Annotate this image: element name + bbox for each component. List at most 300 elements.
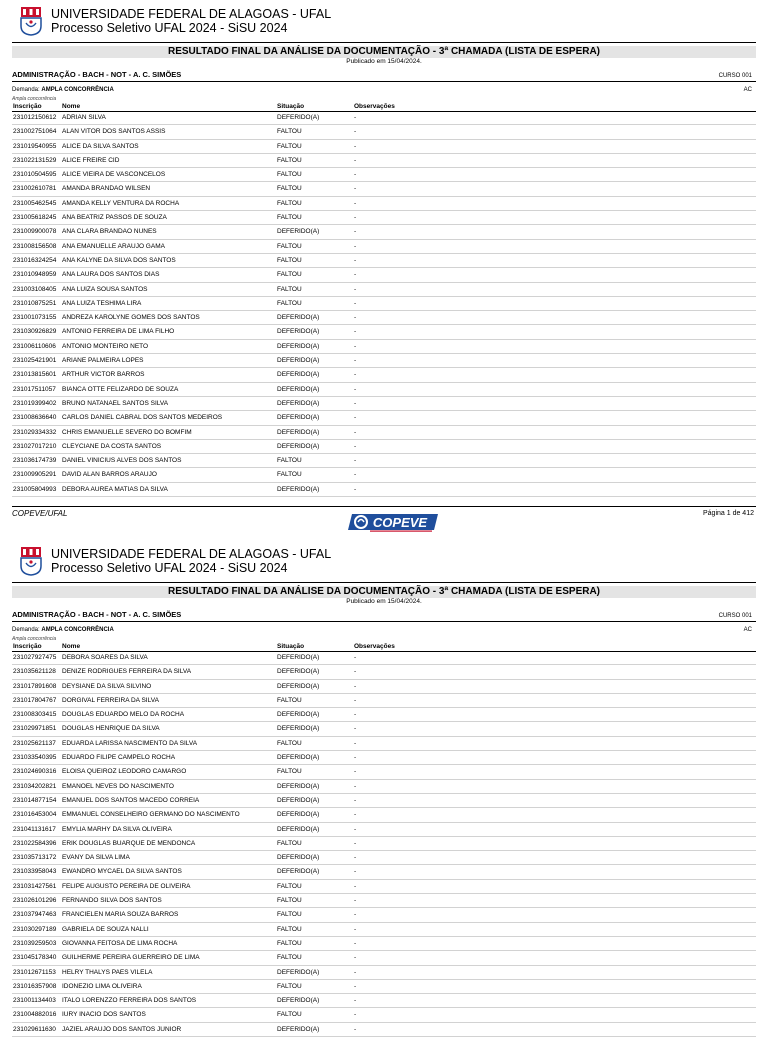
observacoes-cell: - bbox=[354, 199, 357, 207]
situacao-cell: FALTOU bbox=[277, 285, 302, 293]
nome-cell: AMANDA KELLY VENTURA DA ROCHA bbox=[62, 199, 180, 207]
inscricao-cell: 231025621137 bbox=[13, 739, 56, 747]
situacao-cell: DEFERIDO(A) bbox=[277, 442, 320, 450]
observacoes-cell: - bbox=[354, 911, 357, 919]
situacao-cell: DEFERIDO(A) bbox=[277, 228, 320, 236]
observacoes-cell: - bbox=[354, 314, 357, 322]
inscricao-cell: 231029611630 bbox=[13, 1025, 56, 1033]
situacao-cell: FALTOU bbox=[277, 471, 302, 479]
table-row bbox=[12, 951, 756, 965]
inscricao-cell: 231010504595 bbox=[13, 171, 57, 179]
situacao-cell: DEFERIDO(A) bbox=[277, 371, 320, 379]
nome-cell: FELIPE AUGUSTO PEREIRA DE OLIVEIRA bbox=[62, 882, 191, 890]
process-name: Processo Seletivo UFAL 2024 - SiSU 2024 bbox=[51, 21, 288, 35]
situacao-cell: FALTOU bbox=[277, 171, 302, 179]
inscricao-cell: 231009900078 bbox=[13, 228, 57, 236]
observacoes-cell: - bbox=[354, 242, 357, 250]
situacao-cell: DEFERIDO(A) bbox=[277, 711, 320, 719]
observacoes-cell: - bbox=[354, 754, 357, 762]
table-row bbox=[12, 994, 756, 1008]
situacao-cell: DEFERIDO(A) bbox=[277, 796, 320, 804]
inscricao-cell: 231008636640 bbox=[13, 414, 57, 422]
document-title: RESULTADO FINAL DA ANÁLISE DA DOCUMENTAÇÃO - 3ª CHAMADA (LISTA DE ESPERA) bbox=[12, 46, 756, 58]
column-header-inscricao: Inscrição bbox=[13, 103, 42, 110]
observacoes-cell: - bbox=[354, 357, 357, 365]
nome-cell: ANTONIO FERREIRA DE LIMA FILHO bbox=[62, 328, 175, 336]
inscricao-cell: 231016357908 bbox=[13, 982, 57, 990]
table-row bbox=[12, 765, 756, 779]
ufal-logo-icon bbox=[20, 6, 42, 36]
nome-cell: EMYLIA MARHY DA SILVA OLIVEIRA bbox=[62, 825, 172, 833]
situacao-cell: FALTOU bbox=[277, 199, 302, 207]
situacao-cell: FALTOU bbox=[277, 242, 302, 250]
inscricao-cell: 231029334332 bbox=[13, 428, 57, 436]
inscricao-cell: 231016453004 bbox=[13, 811, 57, 819]
table-row bbox=[12, 680, 756, 694]
table-row bbox=[12, 751, 756, 765]
table-row bbox=[12, 411, 756, 425]
inscricao-cell: 231025421901 bbox=[13, 357, 57, 365]
situacao-cell: DEFERIDO(A) bbox=[277, 654, 320, 661]
nome-cell: DOUGLAS EDUARDO MELO DA ROCHA bbox=[62, 711, 185, 719]
situacao-cell: DEFERIDO(A) bbox=[277, 811, 320, 819]
situacao-cell: FALTOU bbox=[277, 457, 302, 465]
observacoes-cell: - bbox=[354, 285, 357, 293]
situacao-cell: DEFERIDO(A) bbox=[277, 782, 320, 790]
inscricao-cell: 231041131617 bbox=[13, 825, 56, 833]
nome-cell: CARLOS DANIEL CABRAL DOS SANTOS MEDEIROS bbox=[62, 414, 223, 422]
nome-cell: ANA KALYNE DA SILVA DOS SANTOS bbox=[62, 256, 176, 264]
observacoes-cell: - bbox=[354, 882, 357, 890]
situacao-cell: DEFERIDO(A) bbox=[277, 385, 320, 393]
demand-subtitle: Ampla concorrência bbox=[12, 96, 57, 102]
observacoes-cell: - bbox=[354, 782, 357, 790]
table-row bbox=[12, 483, 756, 497]
demand-label: Demanda: bbox=[12, 87, 40, 93]
table-row bbox=[12, 225, 756, 239]
observacoes-cell: - bbox=[354, 654, 357, 661]
nome-cell: FRANCIELEN MARIA SOUZA BARROS bbox=[62, 911, 179, 919]
table-row bbox=[12, 354, 756, 368]
nome-cell: ALAN VITOR DOS SANTOS ASSIS bbox=[62, 128, 166, 136]
table-row bbox=[12, 808, 756, 822]
observacoes-cell: - bbox=[354, 142, 357, 150]
table-row bbox=[12, 454, 756, 468]
table-row bbox=[12, 780, 756, 794]
copeve-logo-text: COPEVE bbox=[372, 515, 428, 530]
situacao-cell: FALTOU bbox=[277, 939, 302, 947]
situacao-cell: FALTOU bbox=[277, 839, 302, 847]
inscricao-cell: 231002751064 bbox=[13, 128, 57, 136]
demand-code: AC bbox=[743, 87, 752, 93]
table-row bbox=[12, 440, 756, 454]
observacoes-cell: - bbox=[354, 128, 357, 136]
observacoes-cell: - bbox=[354, 696, 357, 704]
inscricao-cell: 231019399402 bbox=[13, 399, 57, 407]
observacoes-cell: - bbox=[354, 968, 357, 976]
table-row bbox=[12, 880, 756, 894]
nome-cell: CHRIS EMANUELLE SEVERO DO BOMFIM bbox=[62, 428, 192, 436]
situacao-cell: DEFERIDO(A) bbox=[277, 997, 320, 1005]
inscricao-cell: 231029971851 bbox=[13, 725, 57, 733]
inscricao-cell: 231012671153 bbox=[13, 968, 56, 976]
nome-cell: ALICE DA SILVA SANTOS bbox=[62, 142, 139, 150]
inscricao-cell: 231026101296 bbox=[13, 897, 57, 905]
table-row bbox=[12, 894, 756, 908]
column-header-observacoes: Observações bbox=[354, 643, 395, 650]
observacoes-cell: - bbox=[354, 328, 357, 336]
column-header-situacao: Situação bbox=[277, 643, 305, 650]
inscricao-cell: 231010948959 bbox=[13, 271, 57, 279]
situacao-cell: DEFERIDO(A) bbox=[277, 968, 320, 976]
nome-cell: ALICE FREIRE CID bbox=[62, 156, 120, 164]
observacoes-cell: - bbox=[354, 471, 357, 479]
inscricao-cell: 231035621128 bbox=[13, 668, 56, 676]
table-row bbox=[12, 254, 756, 268]
nome-cell: FERNANDO SILVA DOS SANTOS bbox=[62, 897, 162, 905]
observacoes-cell: - bbox=[354, 854, 357, 862]
inscricao-cell: 231027017210 bbox=[13, 442, 57, 450]
inscricao-cell: 231014877154 bbox=[13, 796, 57, 804]
situacao-cell: DEFERIDO(A) bbox=[277, 414, 320, 422]
table-row bbox=[12, 311, 756, 325]
observacoes-cell: - bbox=[354, 897, 357, 905]
table-row bbox=[12, 851, 756, 865]
nome-cell: DEBORA AUREA MATIAS DA SILVA bbox=[62, 485, 168, 493]
situacao-cell: DEFERIDO(A) bbox=[277, 485, 320, 493]
published-date: Publicado em 15/04/2024. bbox=[346, 58, 422, 65]
situacao-cell: FALTOU bbox=[277, 128, 302, 136]
situacao-cell: DEFERIDO(A) bbox=[277, 328, 320, 336]
inscricao-cell: 231006110606 bbox=[13, 342, 56, 350]
nome-cell: ARIANE PALMEIRA LOPES bbox=[62, 357, 144, 365]
situacao-cell: DEFERIDO(A) bbox=[277, 342, 320, 350]
table-row bbox=[12, 111, 756, 125]
copeve-logo bbox=[348, 511, 440, 533]
nome-cell: ANA BEATRIZ PASSOS DE SOUZA bbox=[62, 214, 167, 222]
table-row bbox=[12, 1023, 756, 1037]
table-row bbox=[12, 197, 756, 211]
situacao-cell: DEFERIDO(A) bbox=[277, 754, 320, 762]
process-name: Processo Seletivo UFAL 2024 - SiSU 2024 bbox=[51, 561, 288, 575]
table-row bbox=[12, 340, 756, 354]
nome-cell: HELRY THALYS PAES VILELA bbox=[62, 968, 153, 976]
observacoes-cell: - bbox=[354, 796, 357, 804]
observacoes-cell: - bbox=[354, 982, 357, 990]
course-code: CURSO 001 bbox=[718, 613, 752, 619]
table-row bbox=[12, 923, 756, 937]
inscricao-cell: 231005462545 bbox=[13, 199, 57, 207]
observacoes-cell: - bbox=[354, 811, 357, 819]
observacoes-cell: - bbox=[354, 385, 357, 393]
inscricao-cell: 231017804767 bbox=[13, 696, 57, 704]
observacoes-cell: - bbox=[354, 428, 357, 436]
inscricao-cell: 231017511057 bbox=[13, 385, 56, 393]
table-row bbox=[12, 397, 756, 411]
inscricao-cell: 231036174739 bbox=[13, 457, 57, 465]
observacoes-cell: - bbox=[354, 185, 357, 193]
column-header-nome: Nome bbox=[62, 103, 81, 110]
situacao-cell: FALTOU bbox=[277, 739, 302, 747]
table-row bbox=[12, 182, 756, 196]
nome-cell: ERIK DOUGLAS BUARQUE DE MENDONCA bbox=[62, 839, 196, 847]
column-header-observacoes: Observações bbox=[354, 103, 395, 110]
table-row bbox=[12, 297, 756, 311]
inscricao-cell: 231045178340 bbox=[13, 954, 57, 962]
nome-cell: EDUARDO FILIPE CAMPELO ROCHA bbox=[62, 754, 176, 762]
nome-cell: GABRIELA DE SOUZA NALLI bbox=[62, 925, 149, 933]
situacao-cell: FALTOU bbox=[277, 156, 302, 164]
table-row bbox=[12, 426, 756, 440]
table-row bbox=[12, 837, 756, 851]
inscricao-cell: 231001073155 bbox=[13, 314, 57, 322]
table-row bbox=[12, 708, 756, 722]
observacoes-cell: - bbox=[354, 939, 357, 947]
situacao-cell: FALTOU bbox=[277, 696, 302, 704]
nome-cell: EMANUEL DOS SANTOS MACEDO CORREIA bbox=[62, 796, 200, 804]
demand-line bbox=[12, 627, 114, 634]
inscricao-cell: 231005618245 bbox=[13, 214, 57, 222]
nome-cell: ITALO LORENZZO FERREIRA DOS SANTOS bbox=[62, 997, 197, 1005]
situacao-cell: FALTOU bbox=[277, 768, 302, 776]
situacao-cell: DEFERIDO(A) bbox=[277, 357, 320, 365]
observacoes-cell: - bbox=[354, 839, 357, 847]
table-row bbox=[12, 665, 756, 679]
nome-cell: ANA CLARA BRANDAO NUNES bbox=[62, 228, 157, 236]
inscricao-cell: 231005804993 bbox=[13, 485, 57, 493]
course-name: ADMINISTRAÇÃO - BACH - NOT - A. C. SIMÕES bbox=[12, 70, 182, 79]
situacao-cell: DEFERIDO(A) bbox=[277, 854, 320, 862]
nome-cell: JAZIEL ARAUJO DOS SANTOS JUNIOR bbox=[62, 1025, 182, 1033]
observacoes-cell: - bbox=[354, 1011, 357, 1019]
nome-cell: IDONEZIO LIMA OLIVEIRA bbox=[62, 982, 142, 990]
inscricao-cell: 231012150612 bbox=[13, 114, 57, 121]
observacoes-cell: - bbox=[354, 299, 357, 307]
nome-cell: GUILHERME PEREIRA GUERREIRO DE LIMA bbox=[62, 954, 200, 962]
situacao-cell: FALTOU bbox=[277, 911, 302, 919]
observacoes-cell: - bbox=[354, 271, 357, 279]
inscricao-cell: 231002610781 bbox=[13, 185, 57, 193]
nome-cell: BIANCA OTTE FELIZARDO DE SOUZA bbox=[62, 385, 179, 393]
situacao-cell: FALTOU bbox=[277, 897, 302, 905]
footer-divider bbox=[12, 506, 756, 507]
nome-cell: GIOVANNA FEITOSA DE LIMA ROCHA bbox=[62, 939, 178, 947]
course-divider bbox=[12, 621, 756, 622]
observacoes-cell: - bbox=[354, 399, 357, 407]
inscricao-cell: 231022131529 bbox=[13, 156, 57, 164]
nome-cell: EDUARDA LARISSA NASCIMENTO DA SILVA bbox=[62, 739, 198, 747]
observacoes-cell: - bbox=[354, 371, 357, 379]
demand-line bbox=[12, 87, 114, 94]
nome-cell: ADRIAN SILVA bbox=[62, 114, 106, 121]
table-row bbox=[12, 168, 756, 182]
table-row bbox=[12, 383, 756, 397]
published-date: Publicado em 15/04/2024. bbox=[346, 598, 422, 605]
nome-cell: ALICE VIEIRA DE VASCONCELOS bbox=[62, 171, 166, 179]
nome-cell: ANA LUIZA SOUSA SANTOS bbox=[62, 285, 148, 293]
table-row bbox=[12, 283, 756, 297]
situacao-cell: FALTOU bbox=[277, 271, 302, 279]
nome-cell: DEYSIANE DA SILVA SILVINO bbox=[62, 682, 152, 690]
observacoes-cell: - bbox=[354, 825, 357, 833]
inscricao-cell: 231030926829 bbox=[13, 328, 57, 336]
inscricao-cell: 231039259503 bbox=[13, 939, 57, 947]
situacao-cell: DEFERIDO(A) bbox=[277, 725, 320, 733]
inscricao-cell: 231033540395 bbox=[13, 754, 57, 762]
situacao-cell: FALTOU bbox=[277, 299, 302, 307]
observacoes-cell: - bbox=[354, 485, 357, 493]
table-row bbox=[12, 980, 756, 994]
observacoes-cell: - bbox=[354, 228, 357, 236]
table-row bbox=[12, 125, 756, 139]
observacoes-cell: - bbox=[354, 156, 357, 164]
observacoes-cell: - bbox=[354, 442, 357, 450]
nome-cell: EMANOEL NEVES DO NASCIMENTO bbox=[62, 782, 174, 790]
header-divider bbox=[12, 582, 756, 583]
situacao-cell: FALTOU bbox=[277, 1011, 302, 1019]
observacoes-cell: - bbox=[354, 768, 357, 776]
nome-cell: ANTONIO MONTEIRO NETO bbox=[62, 342, 149, 350]
nome-cell: ELOISA QUEIROZ LEODORO CAMARGO bbox=[62, 768, 187, 776]
observacoes-cell: - bbox=[354, 997, 357, 1005]
situacao-cell: DEFERIDO(A) bbox=[277, 314, 320, 322]
nome-cell: IURY INACIO DOS SANTOS bbox=[62, 1011, 146, 1019]
inscricao-cell: 231024690316 bbox=[13, 768, 57, 776]
table-row bbox=[12, 368, 756, 382]
inscricao-cell: 231031427561 bbox=[13, 882, 57, 890]
inscricao-cell: 231017891608 bbox=[13, 682, 57, 690]
inscricao-cell: 231010875251 bbox=[13, 299, 57, 307]
table-row bbox=[12, 240, 756, 254]
demand-name: AMPLA CONCORRÊNCIA bbox=[41, 87, 114, 93]
situacao-cell: DEFERIDO(A) bbox=[277, 682, 320, 690]
inscricao-cell: 231003108405 bbox=[13, 285, 57, 293]
observacoes-cell: - bbox=[354, 114, 357, 121]
situacao-cell: DEFERIDO(A) bbox=[277, 399, 320, 407]
inscricao-cell: 231027927475 bbox=[13, 654, 57, 661]
table-row bbox=[12, 325, 756, 339]
nome-cell: ARTHUR VICTOR BARROS bbox=[62, 371, 145, 379]
table-row bbox=[12, 651, 756, 665]
observacoes-cell: - bbox=[354, 868, 357, 876]
university-name: UNIVERSIDADE FEDERAL DE ALAGOAS - UFAL bbox=[51, 7, 332, 21]
university-name: UNIVERSIDADE FEDERAL DE ALAGOAS - UFAL bbox=[51, 547, 332, 561]
situacao-cell: DEFERIDO(A) bbox=[277, 1025, 320, 1033]
course-divider bbox=[12, 81, 756, 82]
observacoes-cell: - bbox=[354, 739, 357, 747]
inscricao-cell: 231035713172 bbox=[13, 854, 57, 862]
inscricao-cell: 231008156508 bbox=[13, 242, 57, 250]
observacoes-cell: - bbox=[354, 711, 357, 719]
nome-cell: DANIEL VINICIUS ALVES DOS SANTOS bbox=[62, 457, 182, 465]
table-row bbox=[12, 937, 756, 951]
situacao-cell: FALTOU bbox=[277, 954, 302, 962]
observacoes-cell: - bbox=[354, 214, 357, 222]
inscricao-cell: 231008303415 bbox=[13, 711, 57, 719]
document-page-2 bbox=[0, 540, 768, 1033]
table-row bbox=[12, 865, 756, 879]
table-row bbox=[12, 140, 756, 154]
nome-cell: ANA LAURA DOS SANTOS DIAS bbox=[62, 271, 160, 279]
results-table-page-1 bbox=[12, 111, 756, 497]
column-header-inscricao: Inscrição bbox=[13, 643, 42, 650]
nome-cell: AMANDA BRANDAO WILSEN bbox=[62, 185, 151, 193]
inscricao-cell: 231037947463 bbox=[13, 911, 57, 919]
nome-cell: DOUGLAS HENRIQUE DA SILVA bbox=[62, 725, 160, 733]
header-divider bbox=[12, 42, 756, 43]
nome-cell: ANA LUIZA TESHIMA LIRA bbox=[62, 299, 142, 307]
observacoes-cell: - bbox=[354, 725, 357, 733]
situacao-cell: FALTOU bbox=[277, 256, 302, 264]
table-row bbox=[12, 154, 756, 168]
nome-cell: DORGIVAL FERREIRA DA SILVA bbox=[62, 696, 159, 704]
situacao-cell: FALTOU bbox=[277, 214, 302, 222]
situacao-cell: FALTOU bbox=[277, 185, 302, 193]
situacao-cell: DEFERIDO(A) bbox=[277, 114, 320, 121]
nome-cell: ANDREZA KAROLYNE GOMES DOS SANTOS bbox=[62, 314, 200, 322]
footer-organization: COPEVE/UFAL bbox=[12, 509, 68, 518]
situacao-cell: DEFERIDO(A) bbox=[277, 428, 320, 436]
column-header-nome: Nome bbox=[62, 643, 81, 650]
table-row bbox=[12, 737, 756, 751]
inscricao-cell: 231030297189 bbox=[13, 925, 57, 933]
nome-cell: DAVID ALAN BARROS ARAUJO bbox=[62, 471, 157, 479]
inscricao-cell: 231013815601 bbox=[13, 371, 57, 379]
results-table-page-2 bbox=[12, 651, 756, 1037]
demand-name: AMPLA CONCORRÊNCIA bbox=[41, 627, 114, 633]
table-row bbox=[12, 722, 756, 736]
observacoes-cell: - bbox=[354, 414, 357, 422]
nome-cell: EVANY DA SILVA LIMA bbox=[62, 854, 130, 862]
table-row bbox=[12, 908, 756, 922]
table-row bbox=[12, 794, 756, 808]
observacoes-cell: - bbox=[354, 925, 357, 933]
demand-label: Demanda: bbox=[12, 627, 40, 633]
situacao-cell: DEFERIDO(A) bbox=[277, 868, 320, 876]
inscricao-cell: 231016324254 bbox=[13, 256, 57, 264]
situacao-cell: FALTOU bbox=[277, 142, 302, 150]
course-code: CURSO 001 bbox=[718, 73, 752, 79]
table-row bbox=[12, 268, 756, 282]
page-number: Página 1 de 412 bbox=[703, 510, 754, 517]
situacao-cell: DEFERIDO(A) bbox=[277, 825, 320, 833]
nome-cell: CLEYCIANE DA COSTA SANTOS bbox=[62, 442, 162, 450]
observacoes-cell: - bbox=[354, 342, 357, 350]
table-row bbox=[12, 468, 756, 482]
observacoes-cell: - bbox=[354, 668, 357, 676]
demand-subtitle: Ampla concorrência bbox=[12, 636, 57, 642]
table-row bbox=[12, 823, 756, 837]
observacoes-cell: - bbox=[354, 457, 357, 465]
inscricao-cell: 231033958043 bbox=[13, 868, 57, 876]
course-name: ADMINISTRAÇÃO - BACH - NOT - A. C. SIMÕES bbox=[12, 610, 182, 619]
nome-cell: BRUNO NATANAEL SANTOS SILVA bbox=[62, 399, 169, 407]
document-title: RESULTADO FINAL DA ANÁLISE DA DOCUMENTAÇÃO - 3ª CHAMADA (LISTA DE ESPERA) bbox=[12, 586, 756, 598]
table-row bbox=[12, 211, 756, 225]
observacoes-cell: - bbox=[354, 954, 357, 962]
observacoes-cell: - bbox=[354, 171, 357, 179]
observacoes-cell: - bbox=[354, 682, 357, 690]
column-header-situacao: Situação bbox=[277, 103, 305, 110]
observacoes-cell: - bbox=[354, 256, 357, 264]
table-row bbox=[12, 694, 756, 708]
table-row bbox=[12, 966, 756, 980]
nome-cell: ANA EMANUELLE ARAUJO GAMA bbox=[62, 242, 165, 250]
inscricao-cell: 231001134403 bbox=[13, 997, 56, 1005]
observacoes-cell: - bbox=[354, 1025, 357, 1033]
nome-cell: EWANDRO MYCAEL DA SILVA SANTOS bbox=[62, 868, 182, 876]
table-row bbox=[12, 1008, 756, 1022]
